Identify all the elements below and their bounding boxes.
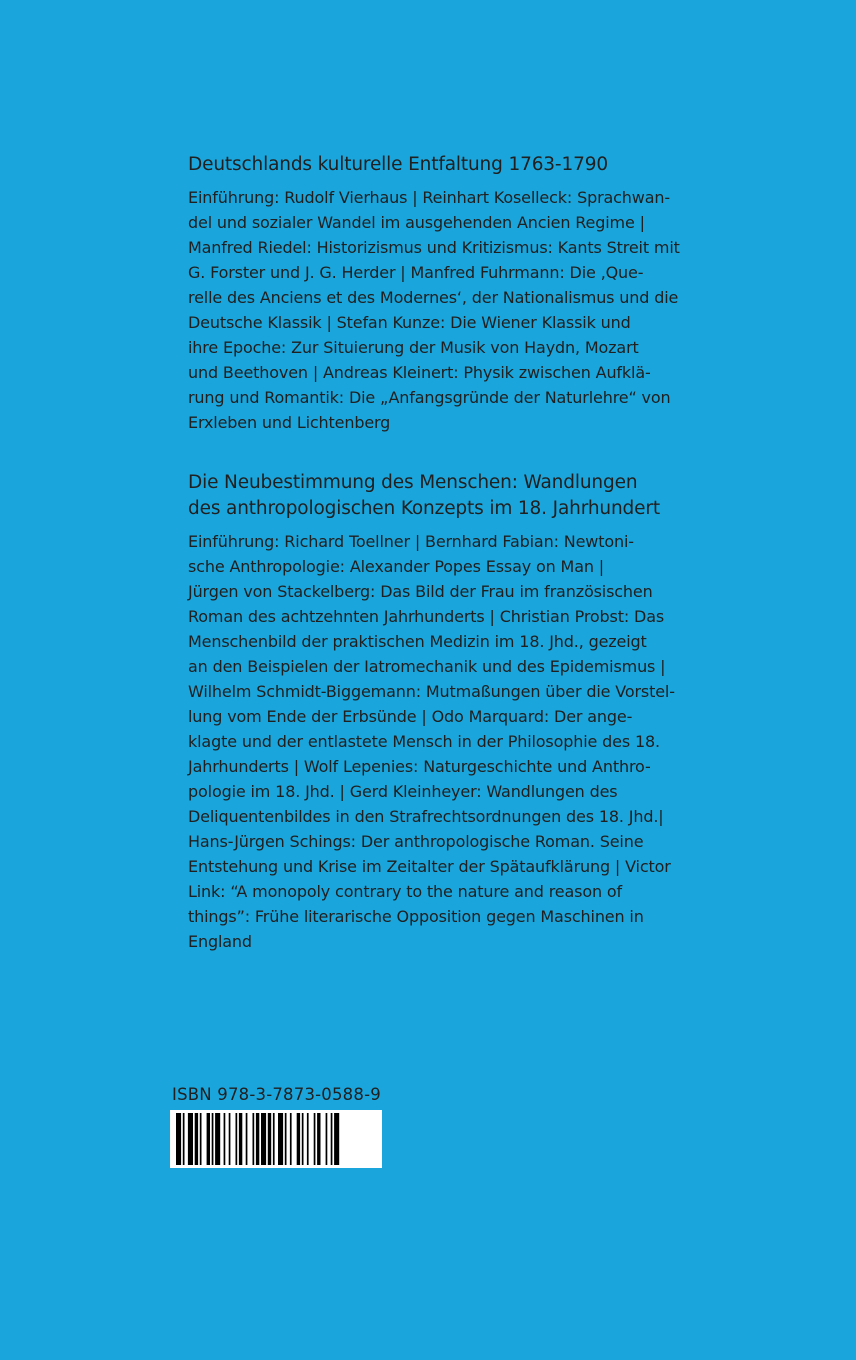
contents-line: klagte und der entlastete Mensch in der Philosophie des 18. (188, 732, 660, 751)
barcode-bar (207, 1113, 210, 1165)
barcode-bar (290, 1113, 292, 1165)
contents-line: del und sozialer Wandel im ausgehenden Ancien Regime | (188, 213, 645, 232)
barcode-graphic (170, 1110, 382, 1168)
barcode-bar (317, 1113, 320, 1165)
contents-line: pologie im 18. Jhd. | Gerd Kleinheyer: Wandlungen des (188, 782, 618, 801)
contents-line: Deliquentenbildes in den Strafrechtsordnungen des 18. Jhd.| (188, 807, 664, 826)
barcode-bar (331, 1113, 333, 1165)
barcode-bar (256, 1113, 259, 1165)
contents-line: an den Beispielen der Iatromechanik und des Epidemismus | (188, 657, 666, 676)
contents-line: Hans-Jürgen Schings: Der anthropologische Roman. Seine (188, 832, 644, 851)
section-title-line: des anthropologischen Konzepts im 18. Jahrhundert (188, 498, 660, 519)
contents-line: Einführung: Rudolf Vierhaus | Reinhart Koselleck: Sprachwan- (188, 188, 671, 207)
contents-line: Entstehung und Krise im Zeitalter der Spätaufklärung | Victor (188, 857, 671, 876)
contents-line: Link: “A monopoly contrary to the nature and reason of (188, 882, 623, 901)
barcode-bar (229, 1113, 231, 1165)
contents-line: relle des Anciens et des Modernes‘, der Nationalismus und die (188, 288, 679, 307)
barcode-bar (302, 1113, 304, 1165)
contents-line: Roman des achtzehnten Jahrhunderts | Christian Probst: Das (188, 607, 665, 626)
barcode-bar (176, 1113, 181, 1165)
barcode-bar (273, 1113, 275, 1165)
section-title-line: Die Neubestimmung des Menschen: Wandlungen (188, 472, 638, 493)
section-cultural-development (188, 152, 723, 435)
contents-line: Einführung: Richard Toellner | Bernhard Fabian: Newtoni- (188, 532, 634, 551)
contents-line: Wilhelm Schmidt-Biggemann: Mutmaßungen über die Vorstel- (188, 682, 675, 701)
barcode-bar (239, 1113, 242, 1165)
barcode-bar (314, 1113, 316, 1165)
contents-line: Deutsche Klassik | Stefan Kunze: Die Wiener Klassik und (188, 313, 631, 332)
contents-line: ihre Epoche: Zur Situierung der Musik von Haydn, Mozart (188, 338, 639, 357)
barcode-bar (253, 1113, 255, 1165)
contents-line: Jürgen von Stackelberg: Das Bild der Frau im französischen (188, 582, 653, 601)
contents-line: sche Anthropologie: Alexander Popes Essay on Man | (188, 557, 605, 576)
barcode-bar (268, 1113, 271, 1165)
contents-line: Erxleben und Lichtenberg (188, 413, 391, 432)
barcode-bar (236, 1113, 238, 1165)
barcode-bar (188, 1113, 193, 1165)
isbn-text: ISBN 978-3-7873-0588-9 (172, 1085, 381, 1104)
barcode-bar (183, 1113, 185, 1165)
section-title (188, 470, 723, 522)
barcode-bar (326, 1113, 328, 1165)
barcode-bar (215, 1113, 220, 1165)
contents-line: G. Forster und J. G. Herder | Manfred Fuhrmann: Die ‚Que- (188, 263, 644, 282)
contents-line: Manfred Riedel: Historizismus und Kritizismus: Kants Streit mit (188, 238, 680, 257)
barcode-bar (278, 1113, 283, 1165)
barcode-bar (212, 1113, 214, 1165)
barcode-bar (285, 1113, 287, 1165)
contents-line: Jahrhunderts | Wolf Lepenies: Naturgeschichte und Anthro- (188, 757, 651, 776)
contents-line: lung vom Ende der Erbsünde | Odo Marquard: Der ange- (188, 707, 633, 726)
section-title-line: Deutschlands kulturelle Entfaltung 1763-1790 (188, 154, 608, 175)
isbn-barcode (170, 1110, 382, 1168)
barcode-bar (307, 1113, 309, 1165)
barcode-bar (334, 1113, 339, 1165)
barcode-bar (200, 1113, 202, 1165)
barcode-bar (246, 1113, 248, 1165)
barcode-bar (261, 1113, 266, 1165)
section-title (188, 152, 723, 178)
contents-line: rung und Romantik: Die „Anfangsgründe der Naturlehre“ von (188, 388, 671, 407)
section-contents (188, 185, 723, 435)
barcode-bar (297, 1113, 300, 1165)
barcode-bar (195, 1113, 198, 1165)
contents-line: things”: Frühe literarische Opposition gegen Maschinen in (188, 907, 644, 926)
contents-line: England (188, 932, 252, 951)
section-contents (188, 529, 723, 954)
contents-line: und Beethoven | Andreas Kleinert: Physik zwischen Aufklä- (188, 363, 651, 382)
section-new-determination-of-man (188, 470, 723, 954)
barcode-bar (224, 1113, 226, 1165)
contents-line: Menschenbild der praktischen Medizin im 18. Jhd., gezeigt (188, 632, 647, 651)
